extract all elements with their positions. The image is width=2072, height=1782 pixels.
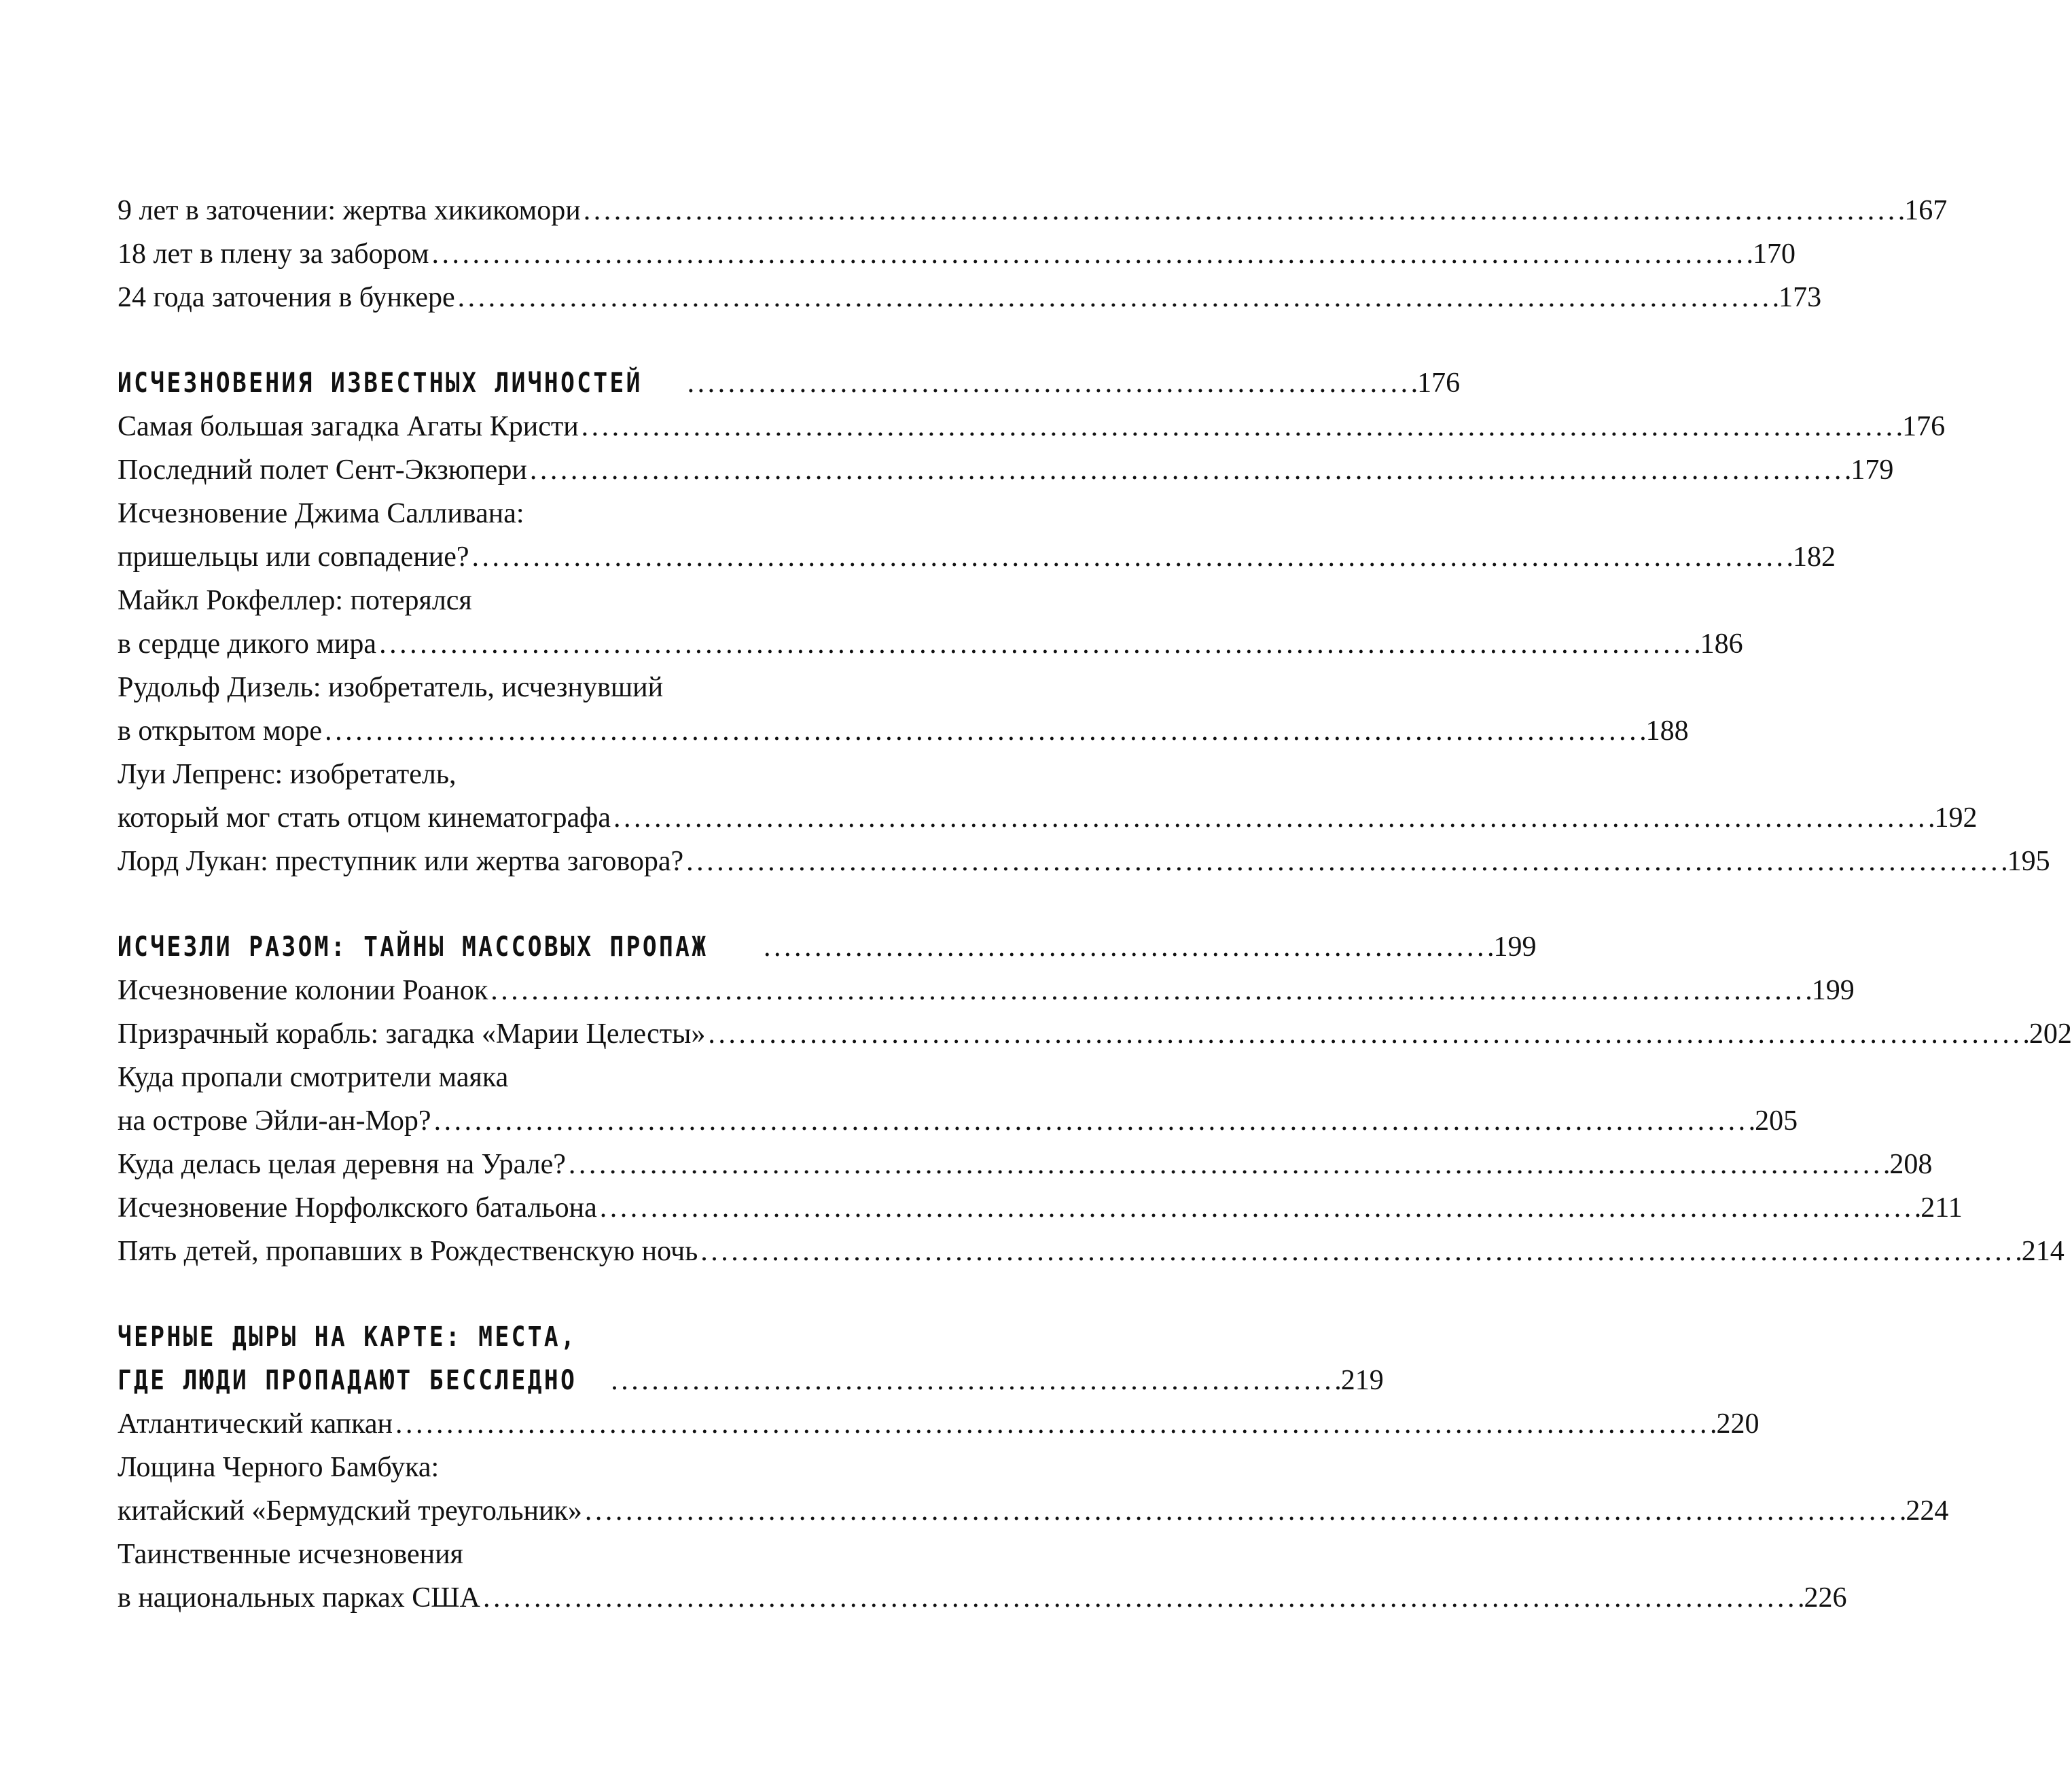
toc-entry-title: 9 лет в заточении: жертва хикикомори (118, 195, 581, 226)
toc-entry-page: 192 (1934, 802, 1978, 834)
toc-entry-title: Атлантический капкан (118, 1408, 393, 1440)
leader-dots (569, 1143, 1889, 1186)
toc-entry-first-line: Луи Лепренс: изобретатель, (118, 759, 457, 790)
section-heading-title: ИСЧЕЗЛИ РАЗОМ: ТАЙНЫ МАССОВЫХ ПРОПАЖ (118, 931, 709, 963)
toc-section-heading-first-line (118, 1315, 916, 1359)
leader-dots (585, 1489, 1905, 1533)
toc-entry-title: китайский «Бермудский треугольник» (118, 1495, 582, 1527)
leader-dots (472, 535, 1792, 579)
toc-entry-title: Пять детей, пропавших в Рождественскую ночь (118, 1236, 698, 1267)
toc-entry (118, 1576, 1847, 1620)
toc-entry-title: Самая большая загадка Агаты Кристи (118, 411, 579, 442)
leader-dots (582, 405, 1901, 448)
toc-entry-page: 211 (1921, 1192, 1963, 1224)
toc-entry-title: Последний полет Сент-Экзюпери (118, 455, 527, 486)
leader-dots (483, 1576, 1803, 1620)
toc-entry-title: на острове Эйли-ан-Мор? (118, 1105, 431, 1137)
leader-dots (434, 1099, 1754, 1143)
toc-entry-first-line: Куда пропали смотрители маяка (118, 1062, 509, 1093)
toc-entry (118, 1186, 1963, 1230)
leader-dots (600, 1186, 1920, 1230)
toc-entry (118, 1143, 1933, 1186)
toc-section-heading (118, 1359, 1384, 1402)
toc-entry-title: Лорд Лукан: преступник или жертва заговора? (118, 846, 684, 877)
toc-entry-page: 205 (1755, 1105, 1798, 1137)
toc-entry-first-line: Исчезновение Джима Салливана: (118, 498, 524, 529)
toc-entry (118, 1012, 2072, 1056)
toc-entry (118, 796, 1978, 840)
toc-entry-title: в открытом море (118, 715, 323, 747)
toc-entry (118, 1489, 1949, 1533)
toc-entry-first-line: Рудольф Дизель: изобретатель, исчезнувший (118, 672, 664, 703)
toc-entry-title: Призрачный корабль: загадка «Марии Целесты» (118, 1018, 706, 1050)
leader-dots (458, 276, 1778, 319)
toc-entry-page: 202 (2029, 1018, 2072, 1050)
toc-entry-page: 224 (1906, 1495, 1949, 1527)
toc-entry-title: Куда делась целая деревня на Урале? (118, 1149, 566, 1180)
toc-section-heading (118, 925, 1537, 969)
toc-entry (118, 1402, 1760, 1446)
leader-dots (686, 840, 2006, 883)
toc-entry (118, 189, 1948, 232)
toc-entry-page: 182 (1793, 541, 1836, 573)
table-of-contents (118, 189, 2072, 1620)
section-gap (118, 883, 916, 925)
toc-entry-title: в национальных парках США (118, 1582, 480, 1614)
leader-dots (764, 925, 1493, 969)
leader-dots (584, 189, 1904, 232)
toc-entry (118, 709, 1689, 753)
toc-entry-title: пришельцы или совпадение? (118, 541, 469, 573)
leader-dots (700, 1230, 2020, 1273)
toc-entry-page: 226 (1804, 1582, 1847, 1614)
toc-entry-page: 167 (1904, 195, 1948, 226)
toc-entry-first-line: Майкл Рокфеллер: потерялся (118, 585, 472, 616)
toc-entry-page: 186 (1700, 628, 1743, 660)
toc-entry-first-line: Таинственные исчезновения (118, 1539, 463, 1570)
leader-dots (611, 1359, 1340, 1402)
toc-entry-page: 220 (1716, 1408, 1760, 1440)
toc-entry-page: 208 (1889, 1149, 1933, 1180)
toc-entry-page: 179 (1851, 455, 1894, 486)
toc-entry-title: 18 лет в плену за забором (118, 238, 429, 270)
toc-entry-page: 170 (1752, 238, 1796, 270)
toc-entry (118, 622, 1743, 666)
toc-entry-title: Исчезновение колонии Роанок (118, 975, 488, 1006)
section-heading-page: 199 (1493, 931, 1537, 963)
toc-entry-page: 199 (1811, 975, 1855, 1006)
toc-entry-title: Исчезновение Норфолкского батальона (118, 1192, 597, 1224)
toc-entry-title: который мог стать отцом кинематографа (118, 802, 611, 834)
toc-entry (118, 405, 1946, 448)
toc-entry (118, 840, 2050, 883)
section-gap (118, 1273, 916, 1315)
toc-entry-page: 176 (1902, 411, 1946, 442)
toc-entry (118, 276, 1822, 319)
leader-dots (395, 1402, 1715, 1446)
leader-dots (490, 969, 1810, 1012)
toc-entry-page: 214 (2021, 1236, 2065, 1267)
section-heading-title: ЧЕРНЫЕ ДЫРЫ НА КАРТЕ: МЕСТА, (118, 1321, 577, 1353)
toc-entry-title: в сердце дикого мира (118, 628, 377, 660)
section-heading-page: 219 (1340, 1365, 1384, 1396)
section-gap (118, 319, 916, 361)
leader-dots (708, 1012, 2028, 1056)
section-heading-title: ИСЧЕЗНОВЕНИЯ ИЗВЕСТНЫХ ЛИЧНОСТЕЙ (118, 368, 643, 399)
leader-dots (530, 448, 1850, 492)
toc-entry-page: 195 (2007, 846, 2050, 877)
toc-section-heading (118, 361, 1461, 405)
toc-entry (118, 448, 1894, 492)
leader-dots (431, 232, 1751, 276)
leader-dots (379, 622, 1699, 666)
toc-entry-page: 173 (1779, 282, 1822, 313)
leader-dots (613, 796, 1933, 840)
toc-entry (118, 1099, 1798, 1143)
leader-dots (687, 361, 1416, 405)
toc-entry (118, 1230, 2065, 1273)
toc-entry (118, 535, 1836, 579)
leader-dots (325, 709, 1645, 753)
section-heading-title: ГДЕ ЛЮДИ ПРОПАДАЮТ БЕССЛЕДНО (118, 1365, 577, 1396)
section-heading-page: 176 (1417, 368, 1461, 399)
toc-entry-first-line: Лощина Черного Бамбука: (118, 1452, 440, 1483)
toc-entry (118, 969, 1855, 1012)
toc-entry-title: 24 года заточения в бункере (118, 282, 455, 313)
toc-entry (118, 232, 1796, 276)
toc-entry-page: 188 (1645, 715, 1689, 747)
